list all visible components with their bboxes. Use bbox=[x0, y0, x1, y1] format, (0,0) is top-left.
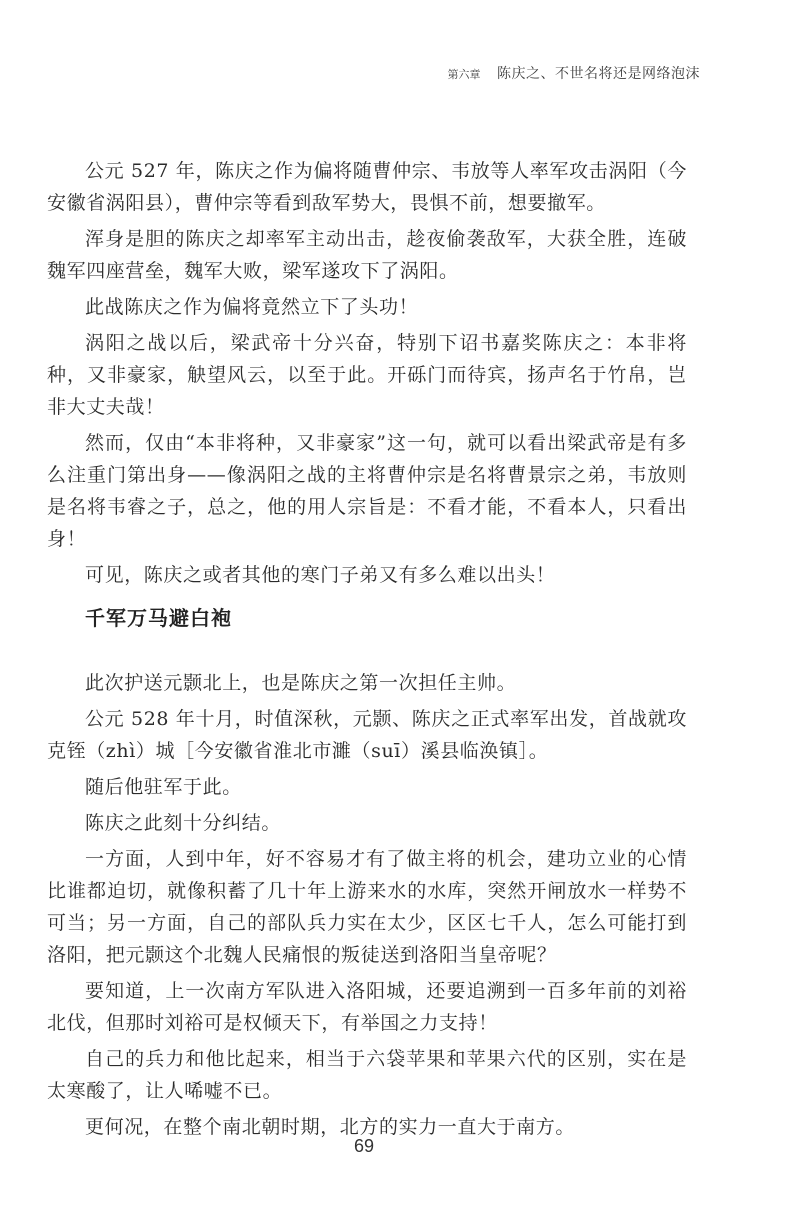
paragraph: 一方面，人到中年，好不容易才有了做主将的机会，建功立业的心情比谁都迫切，就像积蓄了几十年上游来水的水库，突然开闸放水一样势不可当；另一方面，自己的部队兵力实在太少，区区七千人，怎么可能打到洛阳，把元颢这个北魏人民痛恨的叛徒送到洛阳当皇帝呢？ bbox=[47, 848, 687, 966]
running-header bbox=[448, 63, 700, 83]
paragraph: 可见，陈庆之或者其他的寒门子弟又有多么难以出头！ bbox=[85, 564, 556, 586]
paragraph: 更何况，在整个南北朝时期，北方的实力一直大于南方。 bbox=[85, 1116, 576, 1138]
paragraph: 自己的兵力和他比起来，相当于六袋苹果和苹果六代的区别，实在是太寒酸了，让人唏嘘不已。 bbox=[47, 1048, 687, 1102]
paragraph: 公元 528 年十月，时值深秋，元颢、陈庆之正式率军出发，首战就攻克铚（zhì）城［今安徽省淮北市濉（suī）溪县临涣镇］。 bbox=[47, 708, 687, 762]
text-block-after-heading bbox=[47, 667, 687, 1147]
paragraph: 随后他驻军于此。 bbox=[85, 776, 242, 798]
text-block-before-heading bbox=[47, 155, 687, 595]
paragraph: 此次护送元颢北上，也是陈庆之第一次担任主帅。 bbox=[85, 672, 517, 694]
paragraph: 然而，仅由“本非将种，又非豪家”这一句，就可以看出梁武帝是有多么注重门第出身——像涡阳之战的主将曹仲宗是名将曹景宗之弟，韦放则是名将韦睿之子，总之，他的用人宗旨是：不看才能，不看本人，只看出身！ bbox=[47, 432, 687, 550]
page-number: 69 bbox=[353, 1136, 375, 1156]
chapter-title: 陈庆之、不世名将还是网络泡沫 bbox=[497, 65, 700, 81]
paragraph: 公元 527 年，陈庆之作为偏将随曹仲宗、韦放等人率军攻击涡阳（今安徽省涡阳县），曹仲宗等看到敌军势大，畏惧不前，想要撤军。 bbox=[47, 160, 687, 214]
paragraph: 此战陈庆之作为偏将竟然立下了头功！ bbox=[85, 296, 419, 318]
paragraph: 涡阳之战以后，梁武帝十分兴奋，特别下诏书嘉奖陈庆之：本非将种，又非豪家，觖望风云，以至于此。开砾门而待宾，扬声名于竹帛，岂非大丈夫哉！ bbox=[47, 332, 687, 418]
paragraph: 陈庆之此刻十分纠结。 bbox=[85, 812, 282, 834]
section-heading: 千军万马避白袍 bbox=[85, 606, 232, 630]
chapter-number: 第六章 bbox=[447, 69, 481, 81]
paragraph: 浑身是胆的陈庆之却率军主动出击，趁夜偷袭敌军，大获全胜，连破魏军四座营垒，魏军大败，梁军遂攻下了涡阳。 bbox=[47, 228, 687, 282]
paragraph: 要知道，上一次南方军队进入洛阳城，还要追溯到一百多年前的刘裕北伐，但那时刘裕可是权倾天下，有举国之力支持！ bbox=[47, 980, 687, 1034]
